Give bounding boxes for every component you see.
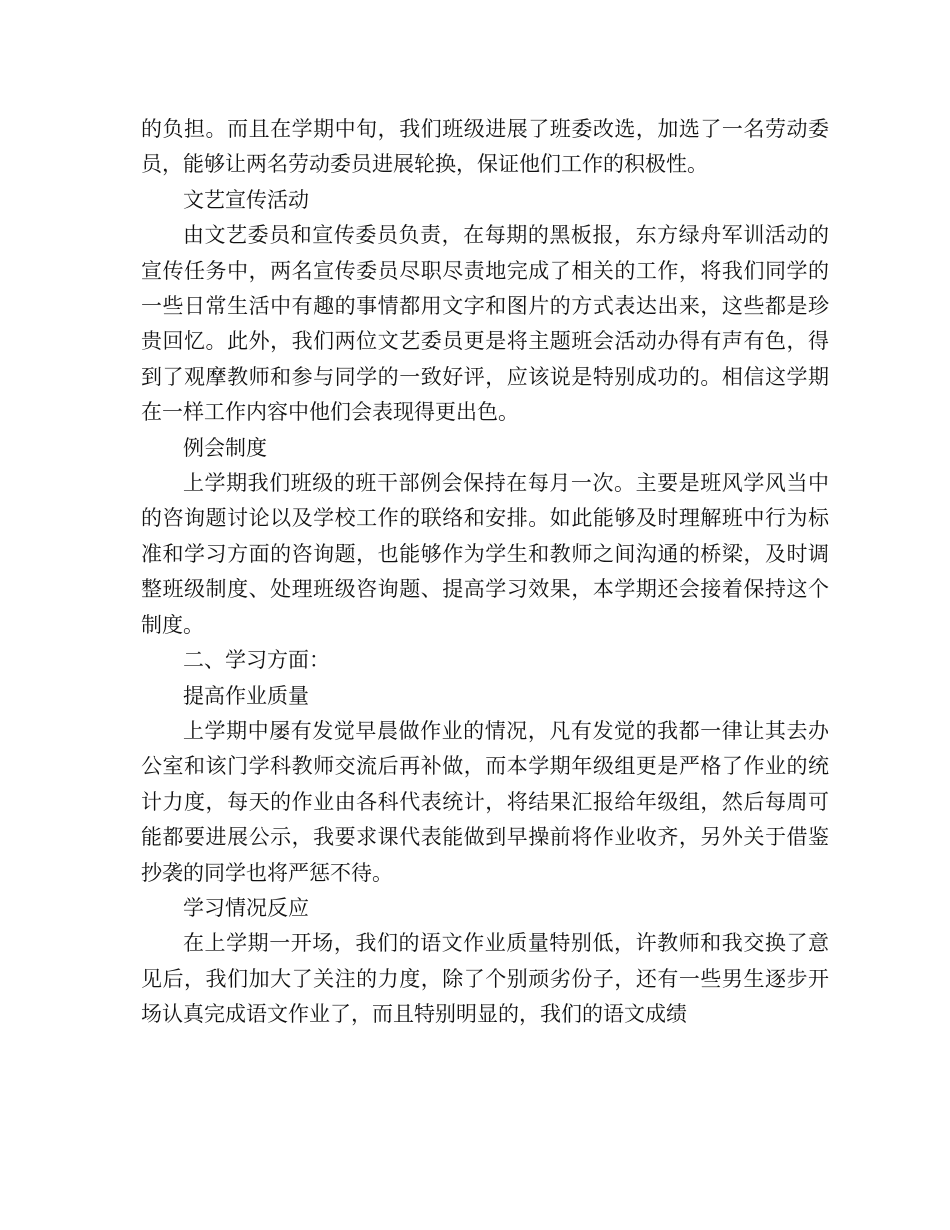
paragraph-meeting-system: 上学期我们班级的班干部例会保持在每月一次。主要是班风学风当中的咨询题讨论以及学校工作的联络和安排。如此能够及时理解班中行为标准和学习方面的咨询题，也能够作为学生和教师之间沟通的桥梁，及时调整班级制度、处理班级咨询题、提高学习效果，本学期还会接着保持这个制度。 [141, 471, 829, 637]
paragraph-study-feedback: 在上学期一开场，我们的语文作业质量特别低，许教师和我交换了意见后，我们加大了关注的力度，除了个别顽劣份子，还有一些男生逐步开场认真完成语文作业了，而且特别明显的，我们的语文成绩 [141, 931, 829, 1027]
heading-meeting-system: 例会制度 [183, 435, 267, 460]
heading-study-feedback: 学习情况反应 [183, 895, 309, 920]
heading-homework-quality: 提高作业质量 [183, 683, 309, 708]
document-body [141, 112, 829, 1033]
paragraph-arts-publicity: 由文艺委员和宣传委员负责，在每期的黑板报，东方绿舟军训活动的宣传任务中，两名宣传委员尽职尽责地完成了相关的工作，将我们同学的一些日常生活中有趣的事情都用文字和图片的方式表达出来，这些都是珍贵回忆。此外，我们两位文艺委员更是将主题班会活动办得有声有色，得到了观摩教师和参与同学的一致好评，应该说是特别成功的。相信这学期在一样工作内容中他们会表现得更出色。 [141, 223, 829, 425]
paragraph-labor-committee: 的负担。而且在学期中旬，我们班级进展了班委改选，加选了一名劳动委员，能够让两名劳动委员进展轮换，保证他们工作的积极性。 [141, 117, 829, 177]
heading-study-section: 二、学习方面： [183, 648, 330, 673]
paragraph-homework-quality: 上学期中屡有发觉早晨做作业的情况，凡有发觉的我都一律让其去办公室和该门学科教师交流后再补做，而本学期年级组更是严格了作业的统计力度，每天的作业由各科代表统计，将结果汇报给年级组，然后每周可能都要进展公示，我要求课代表能做到早操前将作业收齐，另外关于借鉴抄袭的同学也将严惩不待。 [141, 718, 829, 885]
heading-arts-publicity: 文艺宣传活动 [183, 187, 309, 212]
